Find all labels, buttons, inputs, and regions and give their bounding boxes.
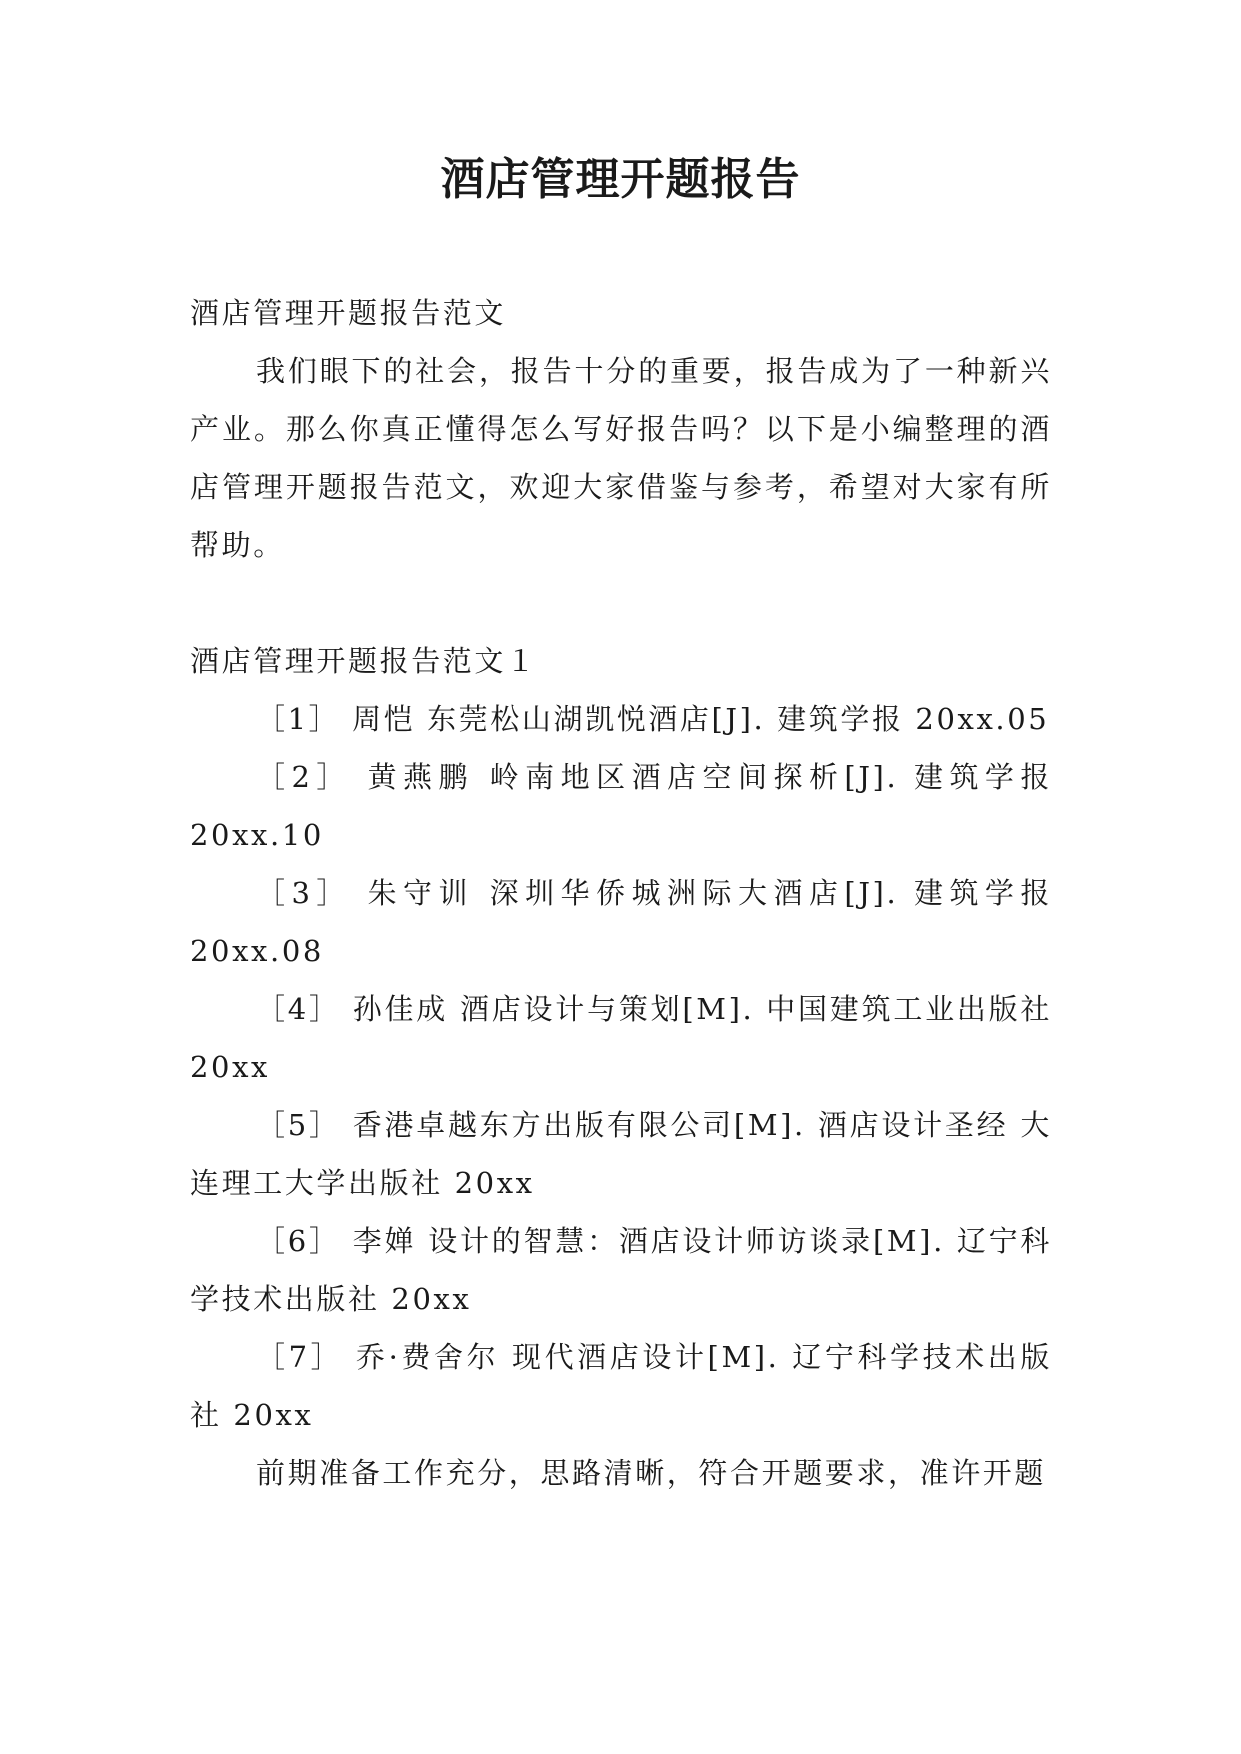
reference-item-1: ［1］ 周恺 东莞松山湖凯悦酒店[J]. 建筑学报 20xx.05 bbox=[256, 702, 1050, 736]
paragraph-gap bbox=[190, 574, 1052, 632]
intro-paragraph: 我们眼下的社会，报告十分的重要，报告成为了一种新兴产业。那么你真正懂得怎么写好报告吗？以下是小编整理的酒店管理开题报告范文，欢迎大家借鉴与参考，希望对大家有所帮助。 bbox=[190, 354, 1052, 562]
reference-item-7: ［7］ 乔·费舍尔 现代酒店设计[M]. 辽宁科学技术出版社 20xx bbox=[190, 1340, 1052, 1432]
section-heading: 酒店管理开题报告范文１ bbox=[190, 644, 538, 678]
document-body bbox=[190, 284, 1052, 1502]
conclusion-paragraph: 前期准备工作充分，思路清晰，符合开题要求，准许开题 bbox=[256, 1456, 1047, 1490]
reference-item-6: ［6］ 李婵 设计的智慧：酒店设计师访谈录[M]. 辽宁科学技术出版社 20xx bbox=[190, 1224, 1052, 1316]
reference-item-3: ［3］ 朱守训 深圳华侨城洲际大酒店[J]. 建筑学报 20xx.08 bbox=[190, 876, 1052, 968]
reference-item-2: ［2］ 黄燕鹏 岭南地区酒店空间探析[J]. 建筑学报 20xx.10 bbox=[190, 760, 1052, 852]
document-title: 酒店管理开题报告 bbox=[440, 154, 801, 205]
subtitle: 酒店管理开题报告范文 bbox=[190, 296, 507, 330]
reference-item-5: ［5］ 香港卓越东方出版有限公司[M]. 酒店设计圣经 大连理工大学出版社 20xx bbox=[190, 1108, 1052, 1200]
reference-item-4: ［4］ 孙佳成 酒店设计与策划[M]. 中国建筑工业出版社 20xx bbox=[190, 992, 1052, 1084]
